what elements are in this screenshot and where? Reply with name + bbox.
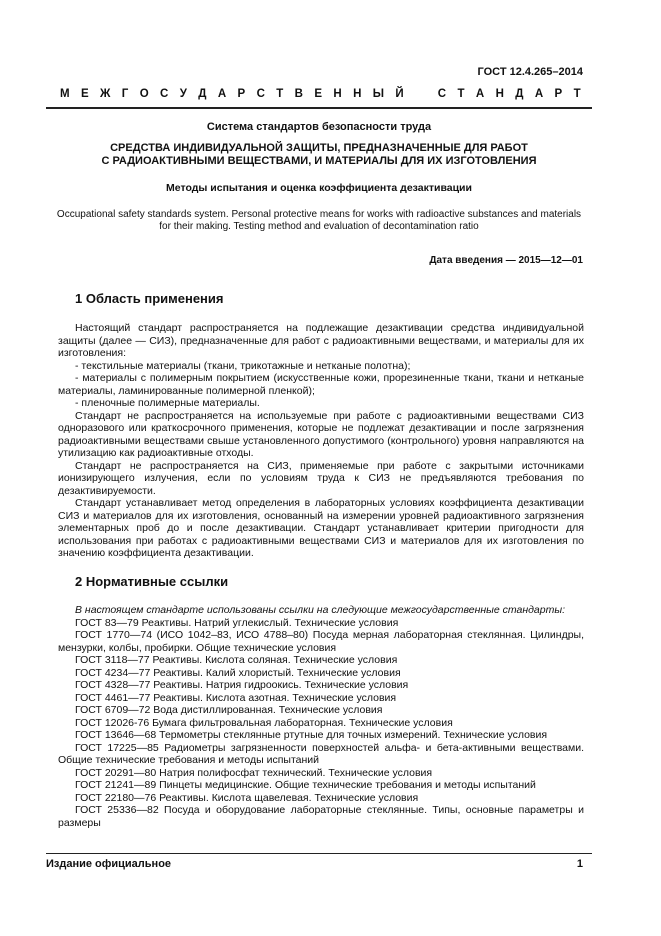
paragraph: В настоящем стандарте использованы ссылки на следующие межгосударственные стандарты: <box>75 604 565 616</box>
standards-series: Система стандартов безопасности труда <box>206 121 432 133</box>
reference-item: ГОСТ 4328—77 Реактивы. Натрия гидроокись. Технические условия <box>75 679 409 691</box>
reference-item: ГОСТ 4461—77 Реактивы. Кислота азотная. Технические условия <box>75 691 397 704</box>
banner-letter: Т <box>457 88 465 100</box>
footer-divider <box>46 853 592 854</box>
banner-letter: Е <box>80 88 89 100</box>
section-heading: 1 Область применения <box>75 291 224 306</box>
reference-item: ГОСТ 83—79 Реактивы. Натрий углекислый. Технические условия <box>75 616 399 629</box>
english-title <box>46 209 592 233</box>
introduction-date: Дата введения — 2015—12—01 <box>429 255 583 266</box>
page-number: 1 <box>576 858 583 870</box>
list-item: - материалы с полимерным покрытием (искусственные кожи, прорезиненные ткани, ткани и нетканые материалы, ламинированные полимерной пленкой); <box>58 372 584 397</box>
banner-letter: У <box>179 88 187 100</box>
banner-letter: Н <box>495 88 504 100</box>
banner-letter: М <box>60 88 70 100</box>
document-subtitle: Методы испытания и оценка коэффициента дезактивации <box>166 182 472 194</box>
title-line: С РАДИОАКТИВНЫМИ ВЕЩЕСТВАМИ, И МАТЕРИАЛЫ ДЛЯ ИХ ИЗГОТОВЛЕНИЯ <box>101 155 537 167</box>
paragraph: Стандарт не распространяется на используемые при работе с радиоактивными веществами СИЗ одноразового или краткосрочного применения, которые не подлежат дезактивации и после загрязнения радиоактивными веществами свыше установленного допустимого (контрольного) уровня направляются на утилизацию как радиоактивные отходы. <box>58 409 584 459</box>
reference-item: ГОСТ 13646—68 Термометры стеклянные ртутные для точных измерений. Технические условия <box>75 729 548 741</box>
paragraph: Стандарт устанавливает метод определения в лабораторных условиях коэффициента дезактивации СИЗ и материалов для их изготовления, основанный на измерении уровней радиоактивного загрязнения элементарных проб до и после дезактивации. Стандарт устанавливает критерии пригодности для использования при работах с радиоактивными веществами СИЗ и материалов для их изготовления по значению коэффициента дезактивации. <box>58 497 584 559</box>
paragraph: Стандарт не распространяется на СИЗ, применяемые при работе с закрытыми источниками ионизирующего излучения, если по условиям труда к СИЗ не предъявляются требования по дезактивируемости. <box>58 459 584 497</box>
section-2-body <box>58 604 584 829</box>
reference-item: ГОСТ 22180—76 Реактивы. Кислота щавелевая. Технические условия <box>75 791 419 804</box>
reference-item: ГОСТ 3118—77 Реактивы. Кислота соляная. Технические условия <box>75 654 398 666</box>
banner-letter: Й <box>395 88 404 100</box>
banner-letter: Р <box>237 88 246 100</box>
paragraph: Настоящий стандарт распространяется на подлежащие дезактивации средства индивидуальной защиты (далее — СИЗ), предназначенные для работ с радиоактивными веществами, и материалы для их изготовления: <box>58 322 584 359</box>
banner-letter: О <box>139 88 149 100</box>
banner-letter: Ы <box>372 88 385 100</box>
header-divider <box>46 107 592 109</box>
banner-letter: Н <box>333 88 342 100</box>
document-number: ГОСТ 12.4.265–2014 <box>477 66 583 78</box>
reference-item: ГОСТ 12026-76 Бумага фильтровальная лабораторная. Технические условия <box>75 716 453 729</box>
document-title <box>46 142 592 168</box>
banner-letter: Н <box>353 88 362 100</box>
banner-letter: Г <box>121 88 129 100</box>
reference-item: ГОСТ 21241—89 Пинцеты медицинские. Общие технические требования и методы испытаний <box>75 779 536 791</box>
banner-letter: Д <box>515 88 524 100</box>
banner-letter: А <box>534 88 544 100</box>
reference-item: ГОСТ 17225—85 Радиометры загрязненности поверхностей альфа- и бета-активными веществами. Общие технические требования и методы испытаний <box>58 741 584 766</box>
reference-item: ГОСТ 1770—74 (ИСО 1042–83, ИСО 4788–80) Посуда мерная лабораторная стеклянная. Цилиндры, мензурки, колбы, пробирки. Общие технические условия <box>58 629 584 654</box>
banner-letter: Е <box>314 88 323 100</box>
interstate-standard-banner <box>60 88 581 100</box>
list-item: - текстильные материалы (ткани, трикотажные и нетканые полотна); <box>75 359 411 372</box>
official-edition-label: Издание официальное <box>46 858 172 870</box>
banner-letter: С <box>437 88 447 100</box>
section-heading: 2 Нормативные ссылки <box>75 574 229 589</box>
banner-letter: Т <box>573 88 581 100</box>
banner-letter: С <box>160 88 169 100</box>
reference-item: ГОСТ 6709—72 Вода дистиллированная. Технические условия <box>75 704 383 716</box>
banner-letter: Р <box>554 88 563 100</box>
section-1-body <box>58 322 584 560</box>
english-title-line: Occupational safety standards system. Personal protective means for works with radioactive substances and materials <box>56 209 582 220</box>
banner-letter: Д <box>198 88 207 100</box>
list-item: - пленочные полимерные материалы. <box>75 397 260 409</box>
reference-item: ГОСТ 4234—77 Реактивы. Калий хлористый. Технические условия <box>75 666 401 679</box>
banner-letter: В <box>294 88 303 100</box>
title-line: СРЕДСТВА ИНДИВИДУАЛЬНОЙ ЗАЩИТЫ, ПРЕДНАЗНАЧЕННЫЕ ДЛЯ РАБОТ <box>110 142 528 154</box>
banner-letter: А <box>217 88 227 100</box>
reference-item: ГОСТ 20291—80 Натрия полифосфат технический. Технические условия <box>75 766 433 779</box>
reference-item: ГОСТ 25336—82 Посуда и оборудование лабораторные стеклянные. Типы, основные параметры и размеры <box>58 804 584 829</box>
banner-letter: Ж <box>100 88 111 100</box>
banner-letter: А <box>475 88 485 100</box>
banner-letter: С <box>256 88 265 100</box>
english-title-line: for their making. Testing method and evaluation of decontamination ratio <box>159 221 479 232</box>
banner-letter: Т <box>276 88 284 100</box>
